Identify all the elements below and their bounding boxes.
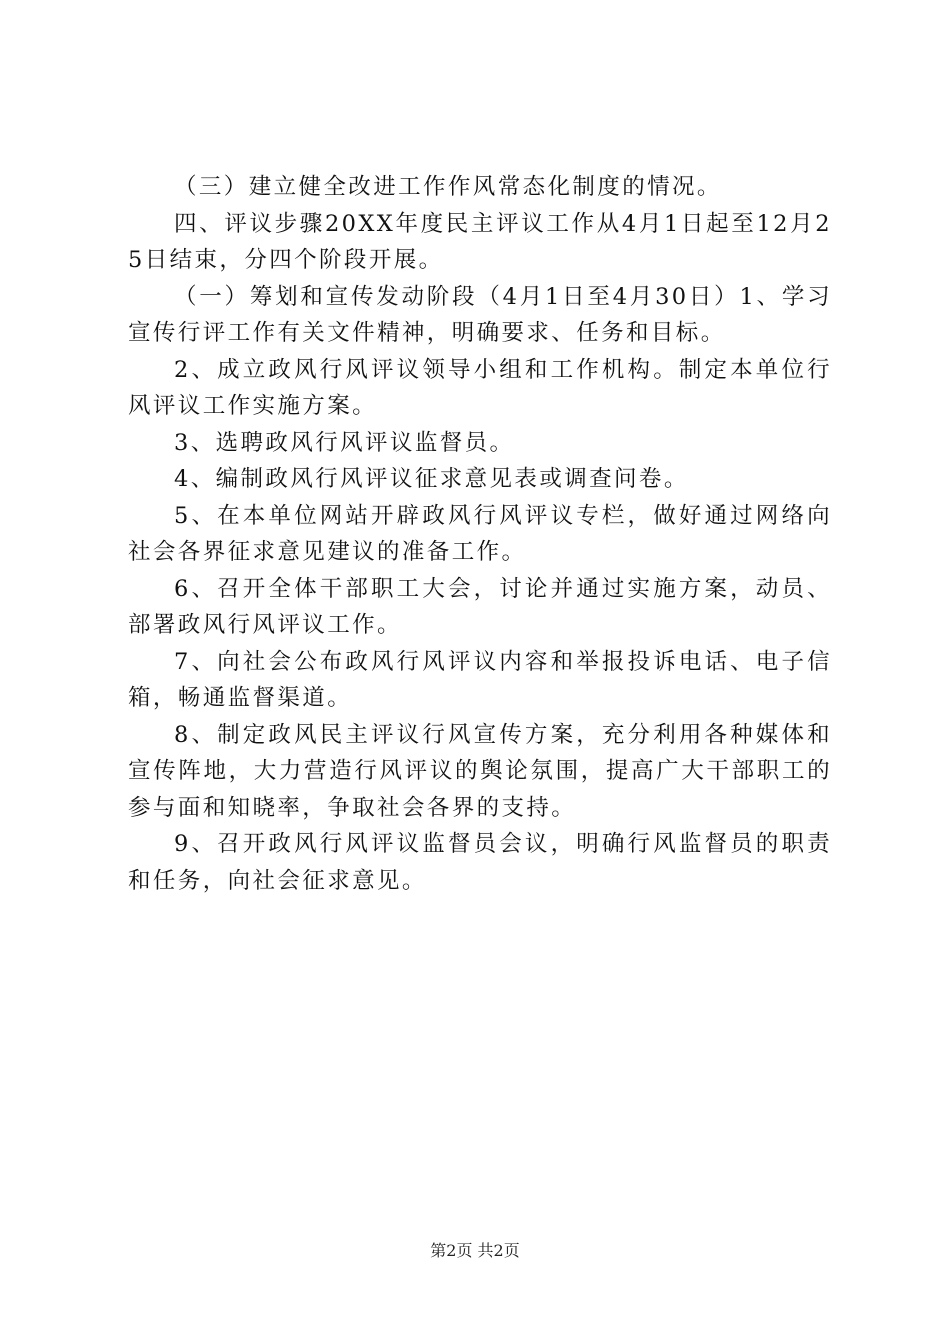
paragraph-5: 3、选聘政风行风评议监督员。 <box>174 429 515 456</box>
document-body <box>128 169 832 899</box>
page-footer <box>0 1241 950 1261</box>
paragraph-4: 2、成立政风行风评议领导小组和工作机构。制定本单位行风评议工作实施方案。 <box>128 356 832 419</box>
paragraph-2: 四、评议步骤20XX年度民主评议工作从4月1日起至12月25日结束，分四个阶段开展。 <box>128 210 832 273</box>
paragraph-9: 7、向社会公布政风行风评议内容和举报投诉电话、电子信箱，畅通监督渠道。 <box>128 648 832 711</box>
paragraph-1: （三）建立健全改进工作作风常态化制度的情况。 <box>174 174 722 200</box>
page-total: 共2页 <box>477 1241 520 1260</box>
paragraph-3: （一）筹划和宣传发动阶段（4月1日至4月30日）1、学习宣传行评工作有关文件精神，明确要求、任务和目标。 <box>128 283 832 346</box>
paragraph-6: 4、编制政风行风评议征求意见表或调查问卷。 <box>174 466 689 492</box>
paragraph-7: 5、在本单位网站开辟政风行风评议专栏，做好通过网络向社会各界征求意见建议的准备工作。 <box>128 502 832 565</box>
paragraph-10: 8、制定政风民主评议行风宣传方案，充分利用各种媒体和宣传阵地，大力营造行风评议的舆论氛围，提高广大干部职工的参与面和知晓率，争取社会各界的支持。 <box>128 721 832 821</box>
paragraph-11: 9、召开政风行风评议监督员会议，明确行风监督员的职责和任务，向社会征求意见。 <box>128 831 832 894</box>
paragraph-8: 6、召开全体干部职工大会，讨论并通过实施方案，动员、部署政风行风评议工作。 <box>128 575 832 638</box>
page-number: 第2页 <box>430 1241 473 1260</box>
